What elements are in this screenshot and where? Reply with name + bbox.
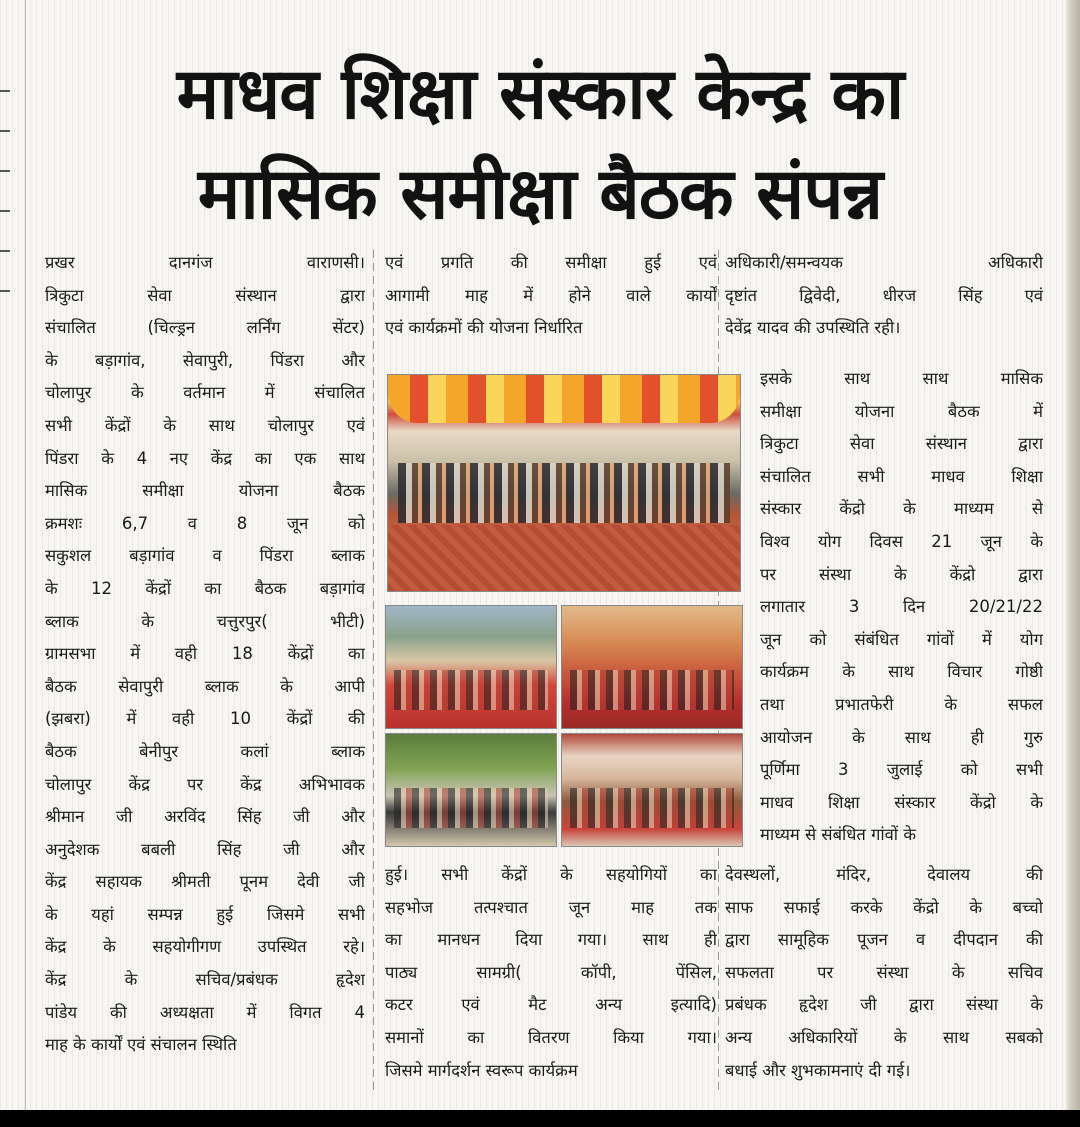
text-line: द्वारा सामूहिक पूजन व दीपदान की — [725, 930, 1043, 950]
text-line: त्रिकुटा सेवा संस्थान द्वारा — [45, 285, 365, 305]
text-line: पर संस्था के केंद्रो द्वारा — [760, 564, 1043, 584]
text-line: के बड़ागांव, सेवापुरी, पिंडरा और — [45, 350, 365, 370]
text-line: एवं प्रगति की समीक्षा हुई एवं — [385, 253, 717, 272]
text-line: केंद्र सहायक श्रीमती पूनम देवी जी — [45, 872, 365, 892]
text-line: कटर एवं मैट अन्य इत्यादि) — [385, 995, 717, 1015]
text-line: अधिकारी/समन्वयक अधिकारी — [725, 253, 1043, 272]
text-line: देवेंद्र यादव की उपस्थिति रही। — [725, 318, 901, 338]
text-line: इसके साथ साथ मासिक — [760, 369, 1043, 388]
meeting-photo-women-audience — [561, 605, 743, 729]
text-line: प्रखर दानगंज वाराणसी। — [45, 253, 365, 272]
text-line: जिसमे मार्गदर्शन स्वरूप कार्यक्रम — [385, 1060, 578, 1080]
text-line: माह के कार्यों एवं संचालन स्थिति — [45, 1035, 237, 1055]
text-line: सफलता पर संस्था के सचिव — [725, 962, 1043, 982]
headline-line-1: माधव शिक्षा संस्कार केन्द्र का — [176, 52, 904, 135]
article-column-3-middle — [760, 363, 1043, 852]
text-line: संचालित (चिल्ड्रन लर्निंग सेंटर) — [45, 318, 365, 338]
text-line: माध्यम से संबंधित गांवों के — [760, 825, 916, 845]
text-line: कार्यक्रम के साथ विचार गोष्ठी — [760, 662, 1043, 682]
text-line: लगातार 3 दिन 20/21/22 — [760, 597, 1043, 617]
text-line: केंद्र के सचिव/प्रबंधक हृदेश — [45, 970, 365, 990]
text-line: चोलापुर केंद्र पर केंद्र अभिभावक — [45, 774, 365, 794]
text-line: देवस्थलों, मंदिर, देवालय की — [725, 865, 1043, 884]
headline-line-2: मासिक समीक्षा बैठक संपन्न — [197, 152, 883, 235]
meeting-photo-outdoor-rally — [385, 733, 557, 847]
text-line: सभी केंद्रों के साथ चोलापुर एवं — [45, 415, 365, 435]
text-line: हुई। सभी केंद्रों के सहयोगियों का — [385, 865, 717, 884]
text-line: बैठक बेनीपुर कलां ब्लाक — [45, 741, 365, 761]
article-column-3-top — [725, 247, 1043, 345]
text-line: प्रबंधक हृदेश जी द्वारा संस्था के — [725, 995, 1043, 1015]
text-line: सहभोज तत्पश्चात जून माह तक — [385, 897, 717, 917]
text-line: तथा प्रभातफेरी के सफल — [760, 694, 1043, 714]
text-line: का मानधन दिया गया। साथ ही — [385, 930, 717, 950]
text-line: अनुदेशक बबली सिंह जी और — [45, 839, 365, 859]
text-line: ग्रामसभा में वही 18 केंद्रों का — [45, 644, 365, 664]
text-line: मासिक समीक्षा योजना बैठक — [45, 481, 365, 501]
text-line: एवं कार्यक्रमों की योजना निर्धारित — [385, 318, 583, 338]
text-line: पिंडरा के 4 नए केंद्र का एक साथ — [45, 448, 365, 468]
article-column-3-bottom — [725, 859, 1043, 1087]
meeting-photo-seated-group — [385, 605, 557, 729]
text-line: क्रमशः 6,7 व 8 जून को — [45, 513, 365, 533]
column-rule — [25, 0, 26, 1110]
text-line: माधव शिक्षा संस्कार केंद्रो के — [760, 792, 1043, 812]
text-line: चोलापुर के वर्तमान में संचालित — [45, 383, 365, 403]
text-line: दृष्टांत द्विवेदी, धीरज सिंह एवं — [725, 285, 1043, 305]
text-line: अन्य अधिकारियों के साथ सबको — [725, 1027, 1043, 1047]
text-line: ब्लाक के चत्तुरपुर( भीटी) — [45, 611, 365, 631]
text-line: जून को संबंधित गांवों में योग — [760, 629, 1043, 649]
article-column-2-bottom — [385, 859, 717, 1087]
text-line: पूर्णिमा 3 जुलाई को सभी — [760, 760, 1043, 780]
text-line: आयोजन के साथ ही गुरु — [760, 727, 1043, 747]
article-column-2-top — [385, 247, 717, 345]
text-line: बैठक सेवापुरी ब्लाक के आपी — [45, 676, 365, 696]
text-line: समानों का वितरण किया गया। — [385, 1027, 717, 1047]
page-fold-edge — [1066, 0, 1080, 1110]
text-line: साफ सफाई करके केंद्रो के बच्चो — [725, 897, 1043, 917]
text-line: विश्व योग दिवस 21 जून के — [760, 531, 1043, 551]
headline — [40, 44, 1040, 244]
text-line: त्रिकुटा सेवा संस्थान द्वारा — [760, 434, 1043, 454]
text-line: के 12 केंद्रों का बैठक बड़ागांव — [45, 578, 365, 598]
text-line: श्रीमान जी अरविंद सिंह जी और — [45, 807, 365, 827]
text-line: के यहां सम्पन्न हुई जिसमे सभी — [45, 904, 365, 924]
text-line: पाठ्य सामग्री( कॉपी, पेंसिल, — [385, 962, 717, 982]
text-line: पांडेय की अध्यक्षता में विगत 4 — [45, 1002, 365, 1022]
bottom-border — [0, 1110, 1080, 1127]
meeting-photo-hall-gathering — [561, 733, 743, 847]
adjacent-column-edge — [0, 90, 22, 330]
text-line: केंद्र के सहयोगीगण उपस्थित रहे। — [45, 937, 365, 957]
text-line: समीक्षा योजना बैठक में — [760, 401, 1043, 421]
text-line: सकुशल बड़ागांव व पिंडरा ब्लाक — [45, 546, 365, 566]
article-column-1 — [45, 247, 365, 1062]
column-gutter — [373, 250, 374, 1095]
meeting-photo-main — [387, 374, 741, 592]
text-line: आगामी माह में होने वाले कार्यों — [385, 285, 717, 305]
text-line: संचालित सभी माधव शिक्षा — [760, 466, 1043, 486]
text-line: (झबरा) में वही 10 केंद्रों की — [45, 709, 365, 729]
text-line: संस्कार केंद्रो के माध्यम से — [760, 499, 1043, 519]
text-line: बधाई और शुभकामनाएं दी गई। — [725, 1060, 911, 1080]
